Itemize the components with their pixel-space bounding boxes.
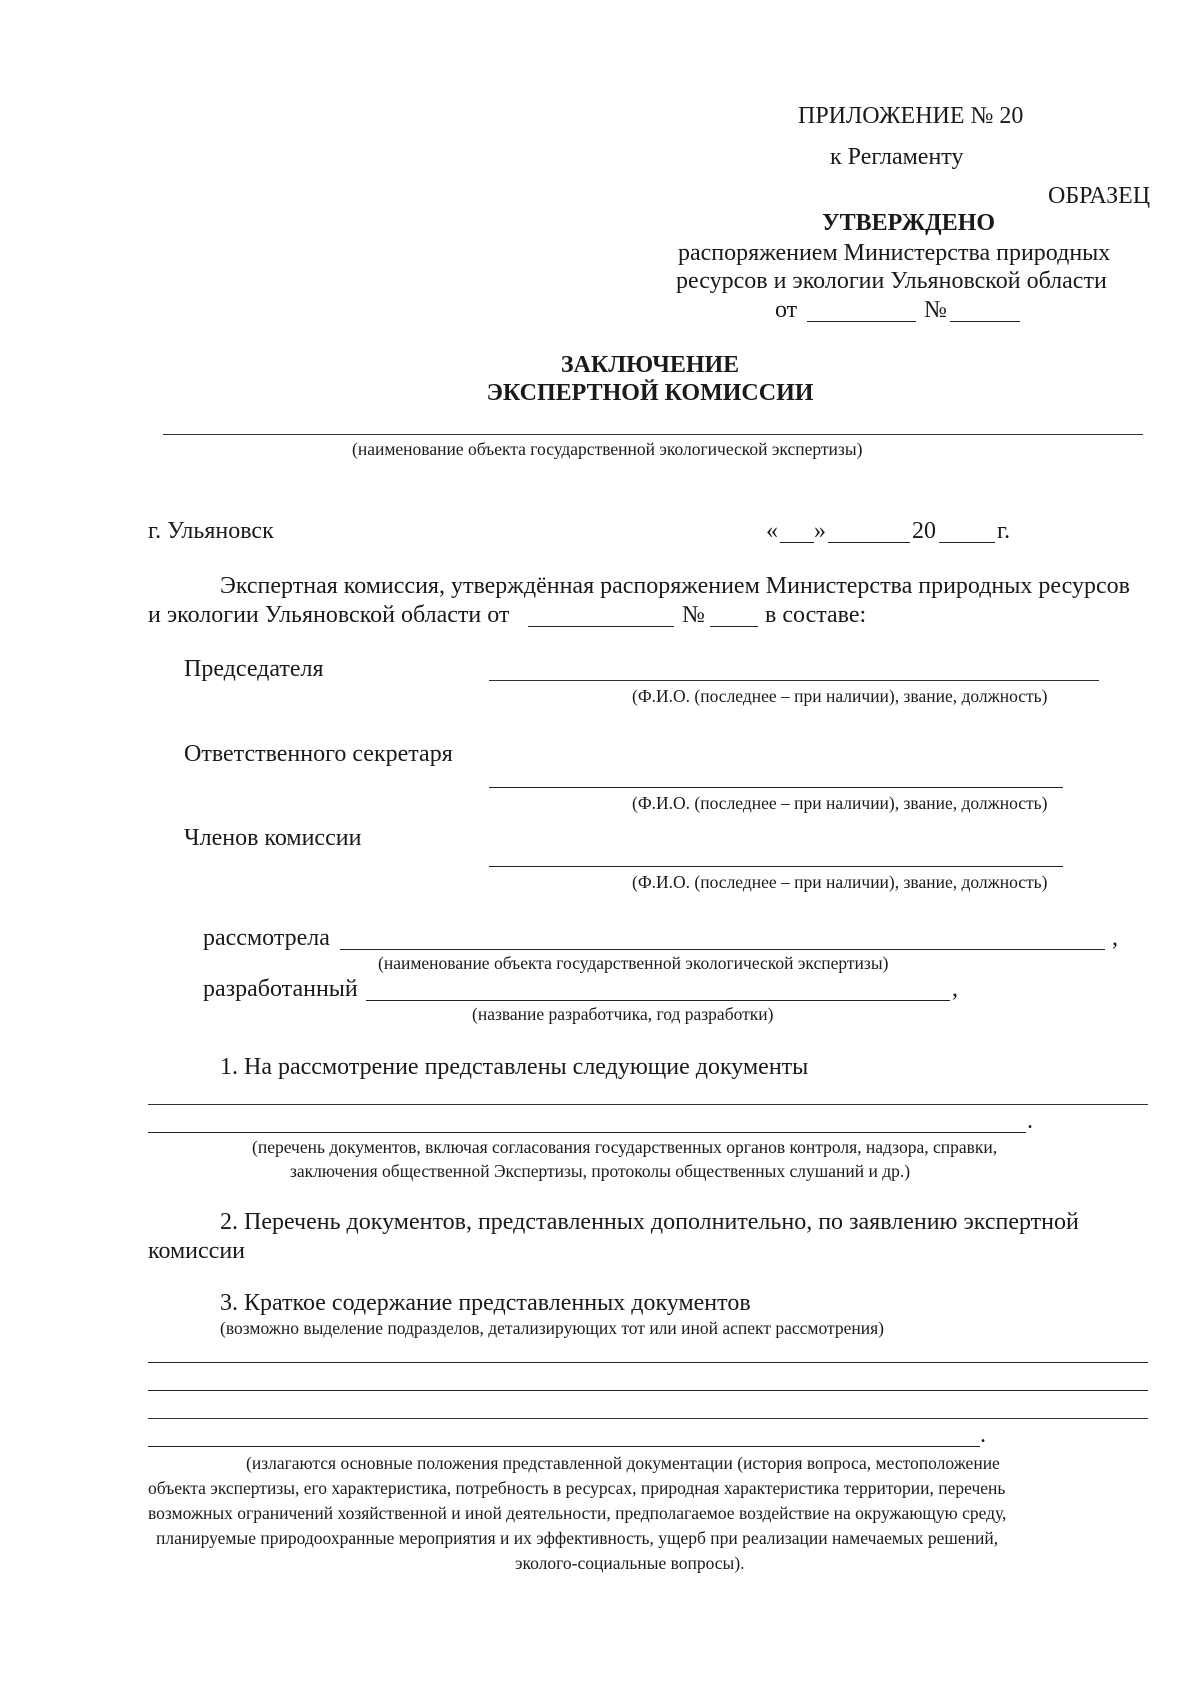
approved-label: УТВЕРЖДЕНО	[822, 210, 996, 236]
developed-label: разработанный	[203, 976, 358, 1002]
section-1-heading: 1. На рассмотрение представлены следующие документы	[220, 1054, 809, 1080]
developed-blank[interactable]	[366, 1000, 950, 1001]
intro-number-blank[interactable]	[710, 626, 758, 627]
date-year-suffix: г.	[997, 518, 1011, 544]
approval-date-label: от	[775, 297, 798, 323]
section-3-note-line5: эколого-социальные вопросы).	[515, 1553, 745, 1573]
section-3-note-line3: возможных ограничений хозяйственной и иной деятельности, предполагаемое воздействие на окружающую среду,	[148, 1503, 1007, 1523]
approval-date-blank[interactable]	[807, 321, 916, 322]
section-1-period: .	[1027, 1108, 1033, 1134]
object-name-blank[interactable]	[163, 434, 1143, 435]
section-3-period: .	[980, 1422, 986, 1448]
section-1-blank-1[interactable]	[148, 1104, 1148, 1105]
section-2-heading-line2: комиссии	[148, 1238, 246, 1264]
considered-blank[interactable]	[340, 949, 1105, 950]
developed-hint: (название разработчика, год разработки)	[472, 1004, 774, 1024]
chairman-hint: (Ф.И.О. (последнее – при наличии), звание, должность)	[632, 686, 1048, 706]
section-3-hint: (возможно выделение подразделов, детализирующих тот или иной аспект рассмотрения)	[220, 1318, 884, 1338]
approved-by-line1: распоряжением Министерства природных	[678, 240, 1111, 266]
members-blank[interactable]	[489, 866, 1063, 867]
date-quote-close: »	[814, 518, 826, 544]
members-label: Членов комиссии	[184, 825, 362, 851]
city-label: г. Ульяновск	[148, 518, 274, 544]
intro-number-sign: №	[682, 602, 705, 628]
intro-line1: Экспертная комиссия, утверждённая распоряжением Министерства природных ресурсов	[220, 573, 1130, 599]
chairman-blank[interactable]	[489, 680, 1099, 681]
chairman-label: Председателя	[184, 656, 324, 682]
document-title-line1: ЗАКЛЮЧЕНИЕ	[560, 352, 740, 378]
approval-number-label: №	[924, 297, 947, 323]
section-3-blank-2[interactable]	[148, 1390, 1148, 1391]
secretary-blank[interactable]	[489, 787, 1063, 788]
document-title-line2: ЭКСПЕРТНОЙ КОМИССИИ	[486, 380, 814, 406]
section-1-blank-2[interactable]	[148, 1132, 1026, 1133]
date-month-blank[interactable]	[828, 542, 910, 543]
considered-label: рассмотрела	[203, 925, 330, 951]
date-quote-open: «	[766, 518, 778, 544]
approval-number-blank[interactable]	[950, 321, 1020, 322]
considered-comma: ,	[1112, 925, 1118, 951]
section-3-note-line4: планируемые природоохранные мероприятия и их эффективность, ущерб при реализации намечаемых решений,	[156, 1528, 999, 1548]
secretary-hint: (Ф.И.О. (последнее – при наличии), звание, должность)	[632, 793, 1048, 813]
section-1-hint-line2: заключения общественной Экспертизы, протоколы общественных слушаний и др.)	[290, 1161, 911, 1181]
intro-line2: и экологии Ульяновской области от	[148, 602, 510, 628]
section-3-blank-1[interactable]	[148, 1362, 1148, 1363]
secretary-label: Ответственного секретаря	[184, 741, 453, 767]
object-name-hint: (наименование объекта государственной экологической экспертизы)	[352, 439, 863, 459]
section-2-heading-line1: 2. Перечень документов, представленных дополнительно, по заявлению экспертной	[220, 1209, 1079, 1235]
date-year-prefix: 20	[912, 518, 936, 544]
appendix-number: ПРИЛОЖЕНИЕ № 20	[798, 103, 1024, 129]
approved-by-line2: ресурсов и экологии Ульяновской области	[676, 268, 1107, 294]
intro-composition: в составе:	[765, 602, 867, 628]
sample-label: ОБРАЗЕЦ	[1048, 183, 1151, 209]
section-3-heading: 3. Краткое содержание представленных документов	[220, 1290, 751, 1316]
section-1-hint-line1: (перечень документов, включая согласования государственных органов контроля, надзора, справки,	[252, 1137, 998, 1157]
section-3-blank-4[interactable]	[148, 1446, 980, 1447]
date-year-blank[interactable]	[939, 542, 995, 543]
developed-comma: ,	[952, 976, 958, 1002]
date-day-blank[interactable]	[780, 542, 814, 543]
regulation-reference: к Регламенту	[830, 144, 964, 170]
section-3-note-line2: объекта экспертизы, его характеристика, потребность в ресурсах, природная характеристика территории, перечень	[148, 1478, 1006, 1498]
considered-hint: (наименование объекта государственной экологической экспертизы)	[378, 953, 889, 973]
members-hint: (Ф.И.О. (последнее – при наличии), звание, должность)	[632, 872, 1048, 892]
intro-date-blank[interactable]	[528, 626, 674, 627]
section-3-blank-3[interactable]	[148, 1418, 1148, 1419]
section-3-note-line1: (излагаются основные положения представленной документации (история вопроса, местоположение	[246, 1453, 1000, 1473]
